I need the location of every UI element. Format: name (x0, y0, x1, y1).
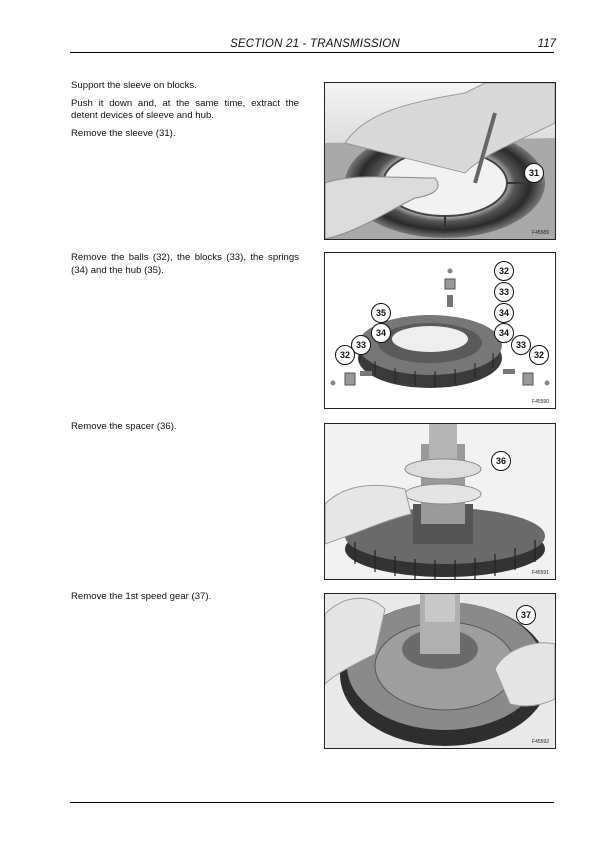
step-1-paragraph: Push it down and, at the same time, extract the detent devices of sleeve and hub. (71, 97, 299, 122)
figure-code: F45592 (532, 739, 549, 745)
step-4-text (71, 591, 299, 609)
step-1-paragraph: Support the sleeve on blocks. (71, 80, 197, 91)
callout-33: 33 (351, 335, 371, 355)
step-2-paragraph: Remove the balls (32), the blocks (33), the springs (34) and the hub (35). (71, 252, 299, 276)
callout-34: 34 (494, 303, 514, 323)
callout-34: 34 (371, 323, 391, 343)
step-1-paragraph: Remove the sleeve (31). (71, 127, 176, 139)
sleeve-photo-illustration (325, 83, 555, 239)
figure-gear-removal (324, 593, 556, 749)
callout-35: 35 (371, 303, 391, 323)
callout-33: 33 (494, 282, 514, 302)
callout-32: 32 (494, 261, 514, 281)
page-number: 117 (537, 38, 556, 50)
figure-code: F45589 (532, 230, 549, 236)
figure-code: F45590 (532, 399, 549, 405)
footer-divider (70, 802, 554, 803)
callout-31: 31 (524, 163, 544, 183)
figure-exploded-hub (324, 252, 556, 409)
callout-32: 32 (529, 345, 549, 365)
callout-34: 34 (494, 323, 514, 343)
step-3-text (71, 421, 299, 439)
step-2-text (71, 252, 299, 282)
callout-36: 36 (491, 451, 511, 471)
header-divider (70, 52, 554, 53)
callout-37: 37 (516, 605, 536, 625)
figure-spacer-removal (324, 423, 556, 580)
step-1-text (71, 80, 299, 145)
spacer-photo-illustration (325, 424, 555, 579)
step-3-paragraph: Remove the spacer (36). (71, 421, 177, 432)
step-4-paragraph: Remove the 1st speed gear (37). (71, 591, 212, 602)
callout-33: 33 (511, 335, 531, 355)
exploded-hub-illustration (325, 253, 555, 408)
section-title: SECTION 21 - TRANSMISSION (230, 38, 400, 50)
figure-code: F45591 (532, 570, 549, 576)
figure-sleeve-removal (324, 82, 556, 240)
callout-32: 32 (335, 345, 355, 365)
